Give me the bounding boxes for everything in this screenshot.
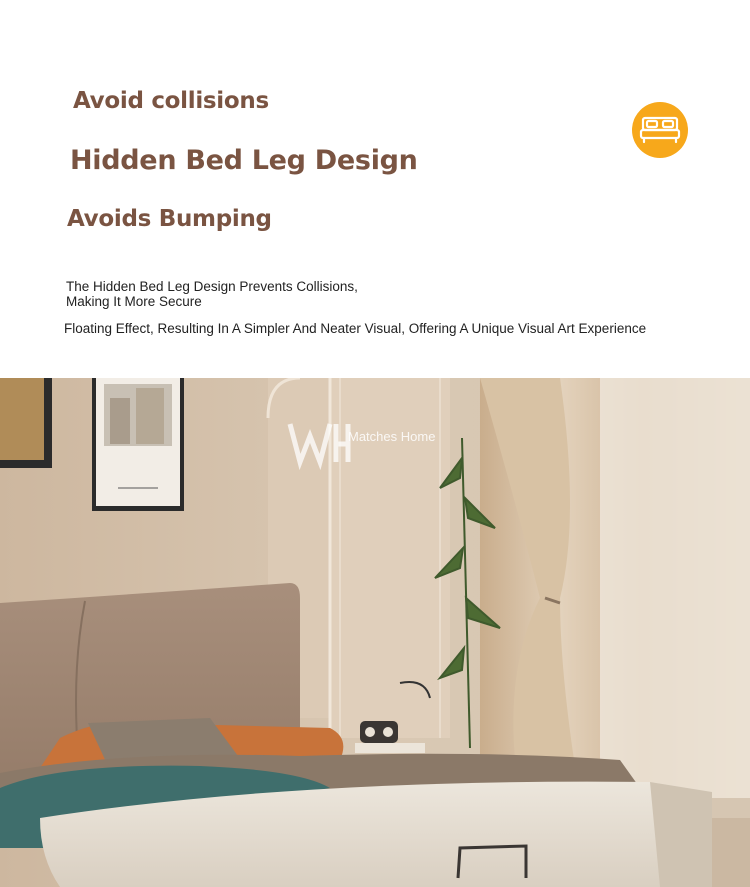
heading-avoids-bumping: Avoids Bumping: [67, 206, 272, 232]
description-line-3: Floating Effect, Resulting In A Simpler And Neater Visual, Offering A Unique Visual Art Experience: [64, 321, 647, 336]
bedroom-scene: [0, 378, 750, 887]
bed-icon: [632, 102, 688, 158]
bed-badge: [632, 102, 688, 158]
description-line-1: The Hidden Bed Leg Design Prevents Collisions,: [66, 279, 358, 294]
description-block: [66, 279, 358, 309]
heading-hidden-bed-leg: Hidden Bed Leg Design: [70, 145, 418, 176]
heading-avoid-collisions: Avoid collisions: [73, 88, 269, 114]
bedroom-photo: [0, 378, 750, 887]
description-line-2: Making It More Secure: [66, 294, 202, 309]
watermark-text: Matches Home: [348, 429, 436, 444]
